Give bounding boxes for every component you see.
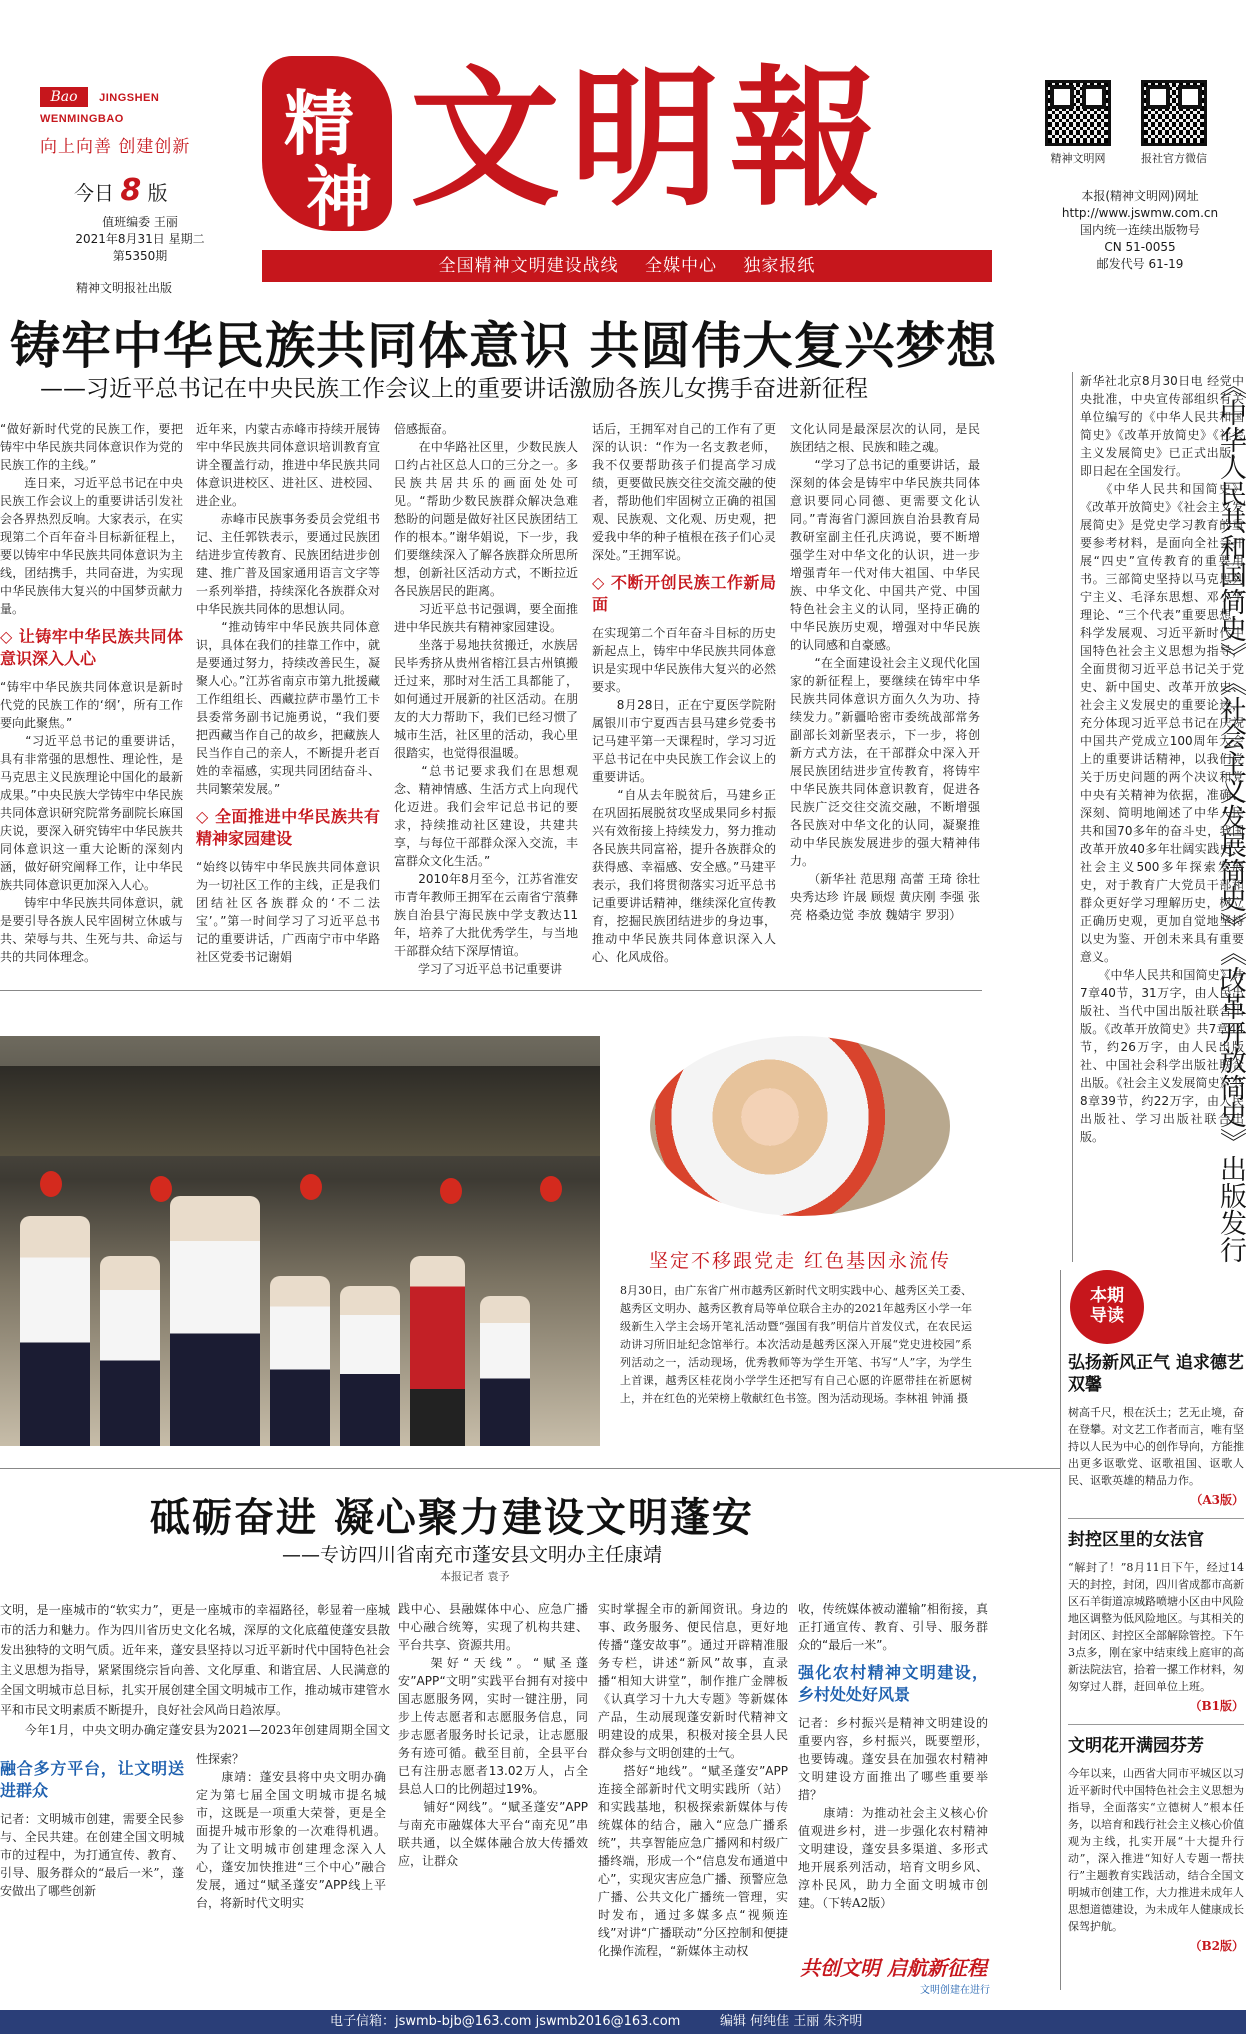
lantern-icon (440, 1178, 462, 1204)
qr-wechat[interactable]: 报社官方微信 (1136, 80, 1212, 166)
lead-column-3: 倍感振奋。 在中华路社区里，少数民族人口约占社区总人口的三分之一。多民族共居共乐的画面处处可见。“帮助少数民族群众解决急难愁盼的问题是做好社区民族团结工作的根本。”谢华娟说，下一步，我们要继续深入了解各族群众所思所想，创新社区活动方式，不断拉近各民族居民的距离。 习近平总书记强调，要全面推进中华民族共有精神家园建设。 坐落于易地扶贫搬迁，水族居民毕秀挤从贵州省榕江县古州镇搬迁过来，那时对生活工具都能了，如何通过开展新的社区活动。在朋友的大力帮助下，我们已经习惯了城市生活，社区里的活动，我心里很踏实，也觉得很温暖。 “总书记要求我们在思想观念、精神情感、生活方式上向现代化迈进。我们会牢记总书记的要求，持续推动社区建设，共建共享，与每位干部群众深入交流，丰富群众文化生活。” 2010年8月至今，江苏省淮安市青年教师王拥军在云南省宁蒗彝族自治县宁海民族中学支教达11年，培养了大批优秀学生，与当地干部群众结下深厚情谊。 学习了习近平总书记重要讲 (394, 422, 578, 976)
lead-column-2: 近年来，内蒙古赤峰市持续开展铸牢中华民族共同体意识培训教育宣讲全覆盖行动，推进中华民族共同体意识进校区、进社区、进校园、进企业。 赤峰市民族事务委员会党组书记、主任郭铁表示，要通过民族团结进步宣传教育、民族团结进步创建、推广普及国家通用语言文字等一系列举措，持续深化各族群众对中华民族共同体的思想认同。 “推动铸牢中华民族共同体意识，具体在我们的挂靠工作中，就是要通过努力，持续改善民生，凝聚人心。”江苏省南京市第九批援藏工作组组长、西藏拉萨市墨竹工卡县委常务副书记施勇说，“我们要把西藏当作自己的故乡，把藏族人民当作自己的亲人，不断提升老百姓的幸福感，实现共同团结奋斗、共同繁荣发展。” ◇ 全面推进中华民族共有精神家园建设 “始终以铸牢中华民族共同体意识为一切社区工作的主线，正是我们团结社区各族群众的‘不二法宝’。”第一时间学习了习近平总书记的重要讲话，广西南宁市中华路社区党委书记谢娟 (196, 422, 380, 964)
lead-column-4: 话后，王拥军对自己的工作有了更深的认识：“作为一名支教老师，我不仅要帮助孩子们提高学习成绩，更要做民族交往交流交融的使者，帮助他们牢固树立正确的祖国观、民族观、文化观、历史观，把爱我中华的种子植根在孩子们心灵深处。”王拥军说。 ◇ 不断开创民族工作新局面 在实现第二个百年奋斗目标的历史新起点上，铸牢中华民族共同体意识是实现中华民族伟大复兴的必然要求。 8月28日，正在宁夏医学院附属银川市宁夏西吉县马建乡党委书记马建平第一天课程时，学习习近平总书记在中央民族工作会议上的重要讲话。 “自从去年脱贫后，马建乡正在巩固拓展脱贫攻坚成果同乡村振兴有效衔接上持续发力，努力推动各民族共同富裕，提升各族群众的获得感、幸福感、安全感。”马建平表示，我们将贯彻落实习近平总书记重要讲话精神，继续深化宣传教育，挖掘民族团结进步的身边事，推动中华民族共同体意识深入人心、化风成俗。 (592, 422, 776, 964)
masthead-right (1040, 80, 1240, 273)
footer-email[interactable]: 电子信箱：jswmb-bjb@163.com jswmb2016@163.com (330, 2014, 681, 2029)
guide-badge: 本期 导读 (1070, 1270, 1144, 1344)
campaign-logo: 共创文明 启航新征程 文明创建在进行 (800, 1956, 990, 1996)
title-seal: 精 神 (262, 56, 392, 231)
lantern-icon (540, 1176, 562, 1202)
website-url[interactable]: http://www.jswmw.com.cn (1061, 206, 1219, 220)
second-subhead: ——专访四川省南充市蓬安县文明办主任康靖 (282, 1544, 663, 1566)
side-news-body: 新华社北京8月30日电 经党中央批准，中央宣传部组织有关单位编写的《中华人民共和国简史》《改革开放简史》《社会主义发展简史》已正式出版，即日起在全国发行。 《中华人民共和国简史》《改革开放简史》《社会主义发展简史》是党史学习教育的重要参考材料，是面向全社会开展“四史”宣传教育的重要用书。三部简史坚持以马克思列宁主义、毛泽东思想、邓小平理论、“三个代表”重要思想、科学发展观、习近平新时代中国特色社会主义思想为指导，全面贯彻习近平总书记关于党史、新中国史、改革开放史、社会主义发展史的重要论述，充分体现习近平总书记在庆祝中国共产党成立100周年大会上的重要讲话精神，以我们党关于历史问题的两个决议和党中央有关精神为依据，准确、深刻、简明地阐述了中华人民共和国70多年的奋斗史，我国改革开放40多年壮阔实践史，社会主义500多年探索发展史，对于教育广大党员干部和群众更好学习理解历史，树立正确历史观，更加自觉地坚持以史为鉴、开创未来具有重要意义。 《中华人民共和国简史》共7章40节，31万字，由人民出版社、当代中国出版社联合出版。《改革开放简史》共7章44节，约26万字，由人民出版社、中国社会科学出版社联合出版。《社会主义发展简史》共8章39节，约22万字，由人民出版社、学习出版社联合出版。 (1080, 374, 1244, 1144)
second-headline: 砥砺奋进 凝心聚力建设文明蓬安 (150, 1495, 754, 1541)
footer-editors: 编辑 何纯佳 王丽 朱齐明 (720, 2014, 863, 2029)
second-column-2: 性探索？ 康靖：蓬安县将中央文明办确定为第七届全国文明城市提名城市，这既是一项重大荣誉，更是全面提升城市形象的一次难得机遇。为了让文明城市创建理念深入人心，蓬安加快推进“三个中心”融合发展，通过“赋圣蓬安”APP线上平台，将新时代文明实 (196, 1752, 386, 1910)
guide-item[interactable]: 弘扬新风正气 追求德艺双馨 树高千尺，根在沃土；艺无止境，奋在登攀。对文艺工作者而言，唯有坚持以人民为中心的创作导向，方能推出更多讴歌党、讴歌祖国、讴歌人民、讴歌英雄的精品力作。 （A3版） (1068, 1353, 1244, 1507)
qr-code-icon (1045, 80, 1111, 146)
column-divider (1072, 372, 1073, 1262)
second-column-1: 融合多方平台，让文明送进群众 记者：文明城市创建，需要全民参与、全民共建。在创建全国文明城市的过程中，为打通宣传、教育、引导、服务群众的“最后一米”，蓬安做出了哪些创新 (0, 1759, 184, 1898)
brand-pinyin: JINGSHEN WENMINGBAO (40, 92, 160, 125)
photo-inset[interactable] (650, 1036, 950, 1216)
guide-item[interactable]: 封控区里的女法官 “解封了！”8月11日下午，经过14天的封控，封闭，四川省成都市高新区石羊街道凉城路喷塘小区由中风险地区调整为低风险地区。与其相关的封闭区、封控区全部解除管控。下午3点多，刚在家中结束线上庭审的高新法院法官，拾着一摞工作材料，匆匆穿过人群，赶回单位上班。 （B1版） (1068, 1530, 1244, 1713)
brand-logo: Bao (40, 87, 88, 107)
page-footer (0, 2010, 1246, 2034)
lantern-icon (150, 1176, 172, 1202)
lantern-icon (40, 1171, 62, 1197)
second-section-heading: 强化农村精神文明建设，乡村处处好风景 (798, 1663, 988, 1704)
masthead-redbar: 全国精神文明建设战线 全媒中心 独家报纸 (262, 250, 992, 282)
guide-item[interactable]: 文明花开满园芬芳 今年以来，山西省大同市平城区以习近平新时代中国特色社会主义思想为指导，全面落实“立德树人”根本任务，以培育和践行社会主义核心价值观为主线，扎实开展“十大提升行动”，深入推进“知好人专题一帮扶行”主题教育实践活动，结合全国文明城市创建工作，大力推进未成年人思想道德建设，为未成年人健康成长保驾护航。 （B2版） (1068, 1736, 1244, 1953)
section-divider (0, 1468, 1060, 1469)
lead-section-heading: ◇ 让铸牢中华民族共同体意识深入人心 (0, 627, 183, 668)
side-news-title: 《中华人民共和国简史》 《社会主义发展简史》 《改革开放简史》出版发行 (1215, 372, 1246, 1263)
lead-subhead: ——习近平总书记在中央民族工作会议上的重要讲话激励各族儿女携手奋进新征程 (40, 376, 868, 402)
issue-meta: 值班编委 王丽 2021年8月31日 星期二 第5350期 (75, 214, 205, 263)
masthead (0, 0, 1246, 300)
today-pages: 今日 8 版 (74, 172, 168, 208)
lead-section-heading: ◇ 不断开创民族工作新局面 (592, 573, 776, 614)
lead-headline: 铸牢中华民族共同体意识 共圆伟大复兴梦想 (10, 317, 998, 375)
newspaper-title (262, 46, 992, 246)
masthead-left (40, 86, 240, 296)
photo-caption-title: 坚定不移跟党走 红色基因永流传 (648, 1250, 952, 1272)
issue-guide (1068, 1270, 1244, 1990)
photo-feature (0, 996, 982, 1456)
slogan: 向上向善 创建创新 (40, 136, 191, 157)
second-intro: 文明，是一座城市的“软实力”，更是一座城市的幸福路径，彰显着一座城市的活力和魅力。作为四川省历史文化名城，深厚的文化底蕴使蓬安县散发出独特的文明气质。近年来，蓬安县坚持以习近平新时代中国特色社会主义思想为指导，紧紧围绕宗旨向善、文化厚重、和谐宜居、人民满意的全国文明城市总目标，扎实开展创建全国文明城市工作，推动城市建管水平和市民文明素质不断提升，良好社会风尚日趋浓厚。 今年1月，中央文明办确定蓬安县为2021—2023年创建周期全国文 (0, 1603, 390, 1737)
qr-code-icon (1141, 80, 1207, 146)
lead-column-1: “做好新时代党的民族工作，要把铸牢中华民族共同体意识作为党的民族工作的主线。” 连日来，习近平总书记在中央民族工作会议上的重要讲话引发社会各界热烈反响。大家表示，在实现第二个百年奋斗目标新征程上，要以铸牢中华民族共同体意识为主线，团结携手，共同奋进，为实现中华民族伟大复兴的中国梦贡献力量。 ◇ 让铸牢中华民族共同体意识深入人心 “铸牢中华民族共同体意识是新时代党的民族工作的‘纲’，所有工作要向此聚焦。” “习近平总书记的重要讲话，具有非常强的思想性、理论性，是马克思主义民族理论中国化的最新成果。”中央民族大学铸牢中华民族共同体意识研究院常务副院长麻国庆说，要深入研究铸牢中华民族共同体意识这一重大论断的深刻内涵，做好研究阐释工作，让中华民族共同体意识更加深入人心。 铸牢中华民族共同体意识，就是要引导各族人民牢固树立休戚与共、荣辱与共、生死与共、命运与共的共同体理念。 (0, 422, 183, 964)
lead-column-5: 文化认同是最深层次的认同，是民族团结之根、民族和睦之魂。 “学习了总书记的重要讲话，最深刻的体会是铸牢中华民族共同体意识要同心同德、更需要文化认同。”青海省门源回族自治县教育局教研室副主任孔庆鸿说，要不断增强学生对中华文化的认识，进一步增强青年一代对伟大祖国、中华民族、中华文化、中国共产党、中国特色社会主义的认同，坚持正确的中华民族历史观，增强对中华民族的认同感和自豪感。 “在全面建设社会主义现代化国家的新征程上，要继续在铸牢中华民族共同体意识方面久久为功、持续发力。”新疆哈密市委统战部常务副部长刘新坚表示，下一步，将创新方式方法，在干部群众中深入开展民族团结进步宣传教育，将铸牢中华民族共同体意识教育，促进各民族广泛交往交流交融，不断增强各民族对中华文化的认同，凝聚推动中华民族发展进步的强大精神伟力。 （新华社 范思翔 高蕾 王琦 徐壮 央秀达珍 许晟 顾煜 黄庆刚 李强 张亮 格桑边觉 李放 魏婧宇 罗羽） (790, 422, 980, 922)
lantern-icon (300, 1174, 322, 1200)
title-main: 文明報 (410, 51, 891, 227)
second-byline: 本报记者 袁予 (440, 1570, 510, 1583)
second-column-4: 实时掌握全市的新闻资讯。身边的事、政务服务、便民信息，更好地传播“蓬安故事”。通过开辟精准服务专栏，讲述“新风”故事，直录播“相知大讲堂”，制作推广金牌板《认真学习十九大专题》等新媒体产品，生动展现蓬安新时代精神文明建设的成果，积极对接全县人民群众参与文明创建的士气。 搭好“地线”。“赋圣蓬安”APP连接全部新时代文明实践所（站）和实践基地，积极探索新媒体与传统媒体的结合，融入“应急广播系统”，共享智能应急广播网和村级广播终端，形成一个“信息发布通道中心”，实现灾害应急广播、预警应急广播、公共文化广播统一管理，实时发布，通过多媒多点“视频连线”对讲“广播联动”分区控制和便捷化操作流程，“新媒体主动权 (598, 1602, 788, 1958)
publisher: 精神文明报社出版 (76, 280, 173, 295)
lead-section-heading: ◇ 全面推进中华民族共有精神家园建设 (196, 807, 380, 848)
second-column-3: 践中心、县融媒体中心、应急广播中心融合统筹，实现了机构共建、平台共享、资源共用。 架好“天线”。“赋圣蓬安”APP“文明”实践平台拥有对接中国志愿服务网，实时一键注册，同步上传志愿者和志愿服务信息，同步志愿者服务时长记录，让志愿服务有迹可循。截至目前，全县平台已有注册志愿者13.02万人，占全县总人口的比例超过19%。 铺好“网线”。“赋圣蓬安”APP与南充市融媒体大平台“南充见”串联共通，以全媒体融合放大传播效应，让群众 (398, 1602, 588, 1868)
photo-main[interactable] (0, 1036, 600, 1446)
qr-website[interactable]: 精神文明网 (1040, 80, 1116, 166)
second-column-5: 收，传统媒体被动灌输”相衔接，真正打通宣传、教育、引导、服务群众的“最后一米”。 强化农村精神文明建设，乡村处处好风景 记者：乡村振兴是精神文明建设的重要内容，乡村振兴，既要塑形，也要铸魂。蓬安县在加强农村精神文明建设方面推出了哪些重要举措？ 康靖：为推动社会主义核心价值观进乡村，进一步强化农村精神文明建设，蓬安县多渠道、多形式地开展系列活动，培育文明乡风、淳朴民风，助力全面文明城市创建。（下转A2版） (798, 1602, 988, 1910)
column-divider (1060, 1270, 1061, 1990)
photo-caption: 8月30日，由广东省广州市越秀区新时代文明实践中心、越秀区关工委、越秀区文明办、越秀区教育局等单位联合主办的2021年越秀区小学一年级新生入学主会场开笔礼活动暨“强国有我”明信片首发仪式，在农民运动讲习所旧址纪念馆举行。本次活动是越秀区深入开展“党史进校园”系列活动之一，活动现场，优秀教师等为学生开笔、书写“人”字，为学生上首课，越秀区桂花岗小学学生还把写有自己心愿的许愿带挂在祈愿树上，并在红色的光荣榜上敬献红色书签。图为活动现场。李林祖 钟涌 摄 (620, 1284, 972, 1405)
second-section-heading: 融合多方平台，让文明送进群众 (0, 1759, 184, 1800)
publication-info: 本报(精神文明网)网址 http://www.jswmw.com.cn 国内统一连续出版物号 CN 51-0055 邮发代号 61-19 (1040, 188, 1240, 273)
section-divider (0, 990, 982, 991)
